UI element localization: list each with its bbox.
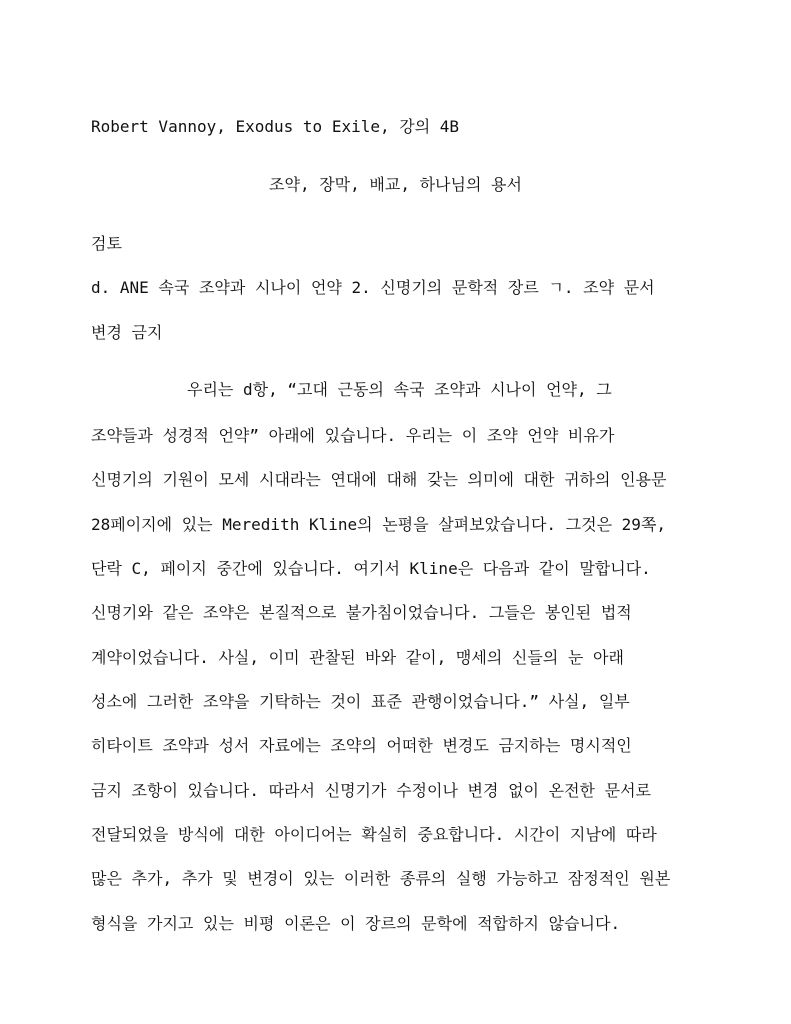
body-line-13: 형식을 가지고 있는 비평 이론은 이 장르의 문학에 적합하지 않습니다. xyxy=(91,914,621,933)
review-label: 검토 xyxy=(91,234,122,253)
body-line-10: 금지 조항이 있습니다. 따라서 신명기가 수정이나 변경 없이 온전한 문서로 xyxy=(91,781,652,800)
body-line-1: 우리는 d항, “고대 근동의 속국 조약과 시나이 언약, 그 xyxy=(187,380,612,399)
body-line-9: 히타이트 조약과 성서 자료에는 조약의 어떠한 변경도 금지하는 명시적인 xyxy=(91,736,632,755)
body-line-3: 신명기의 기원이 모세 시대라는 연대에 대해 갖는 의미에 대한 귀하의 인용문 xyxy=(91,470,667,489)
body-line-5: 단락 C, 페이지 중간에 있습니다. 여기서 Kline은 다음과 같이 말합니다. xyxy=(91,559,651,578)
lecture-header: Robert Vannoy, Exodus to Exile, 강의 4B xyxy=(91,117,460,136)
outline-line-1: d. ANE 속국 조약과 시나이 언약 2. 신명기의 문학적 장르 ㄱ. 조약 문서 xyxy=(91,278,655,297)
body-line-8: 성소에 그러한 조약을 기탁하는 것이 표준 관행이었습니다.” 사실, 일부 xyxy=(91,692,630,711)
page-title: 조약, 장막, 배교, 하나님의 용서 xyxy=(269,175,522,194)
body-line-12: 많은 추가, 추가 및 변경이 있는 이러한 종류의 실행 가능하고 잠정적인 원본 xyxy=(91,869,671,888)
body-line-7: 계약이었습니다. 사실, 이미 관찰된 바와 같이, 맹세의 신들의 눈 아래 xyxy=(91,648,624,667)
body-line-11: 전달되었을 방식에 대한 아이디어는 확실히 중요합니다. 시간이 지남에 따라 xyxy=(91,825,657,844)
body-line-6: 신명기와 같은 조약은 본질적으로 불가침이었습니다. 그들은 봉인된 법적 xyxy=(91,603,632,622)
outline-line-2: 변경 금지 xyxy=(91,323,163,342)
body-line-4: 28페이지에 있는 Meredith Kline의 논평을 살펴보았습니다. 그것은 29쪽, xyxy=(91,515,667,534)
body-line-2: 조약들과 성경적 언약” 아래에 있습니다. 우리는 이 조약 언약 비유가 xyxy=(91,426,615,445)
